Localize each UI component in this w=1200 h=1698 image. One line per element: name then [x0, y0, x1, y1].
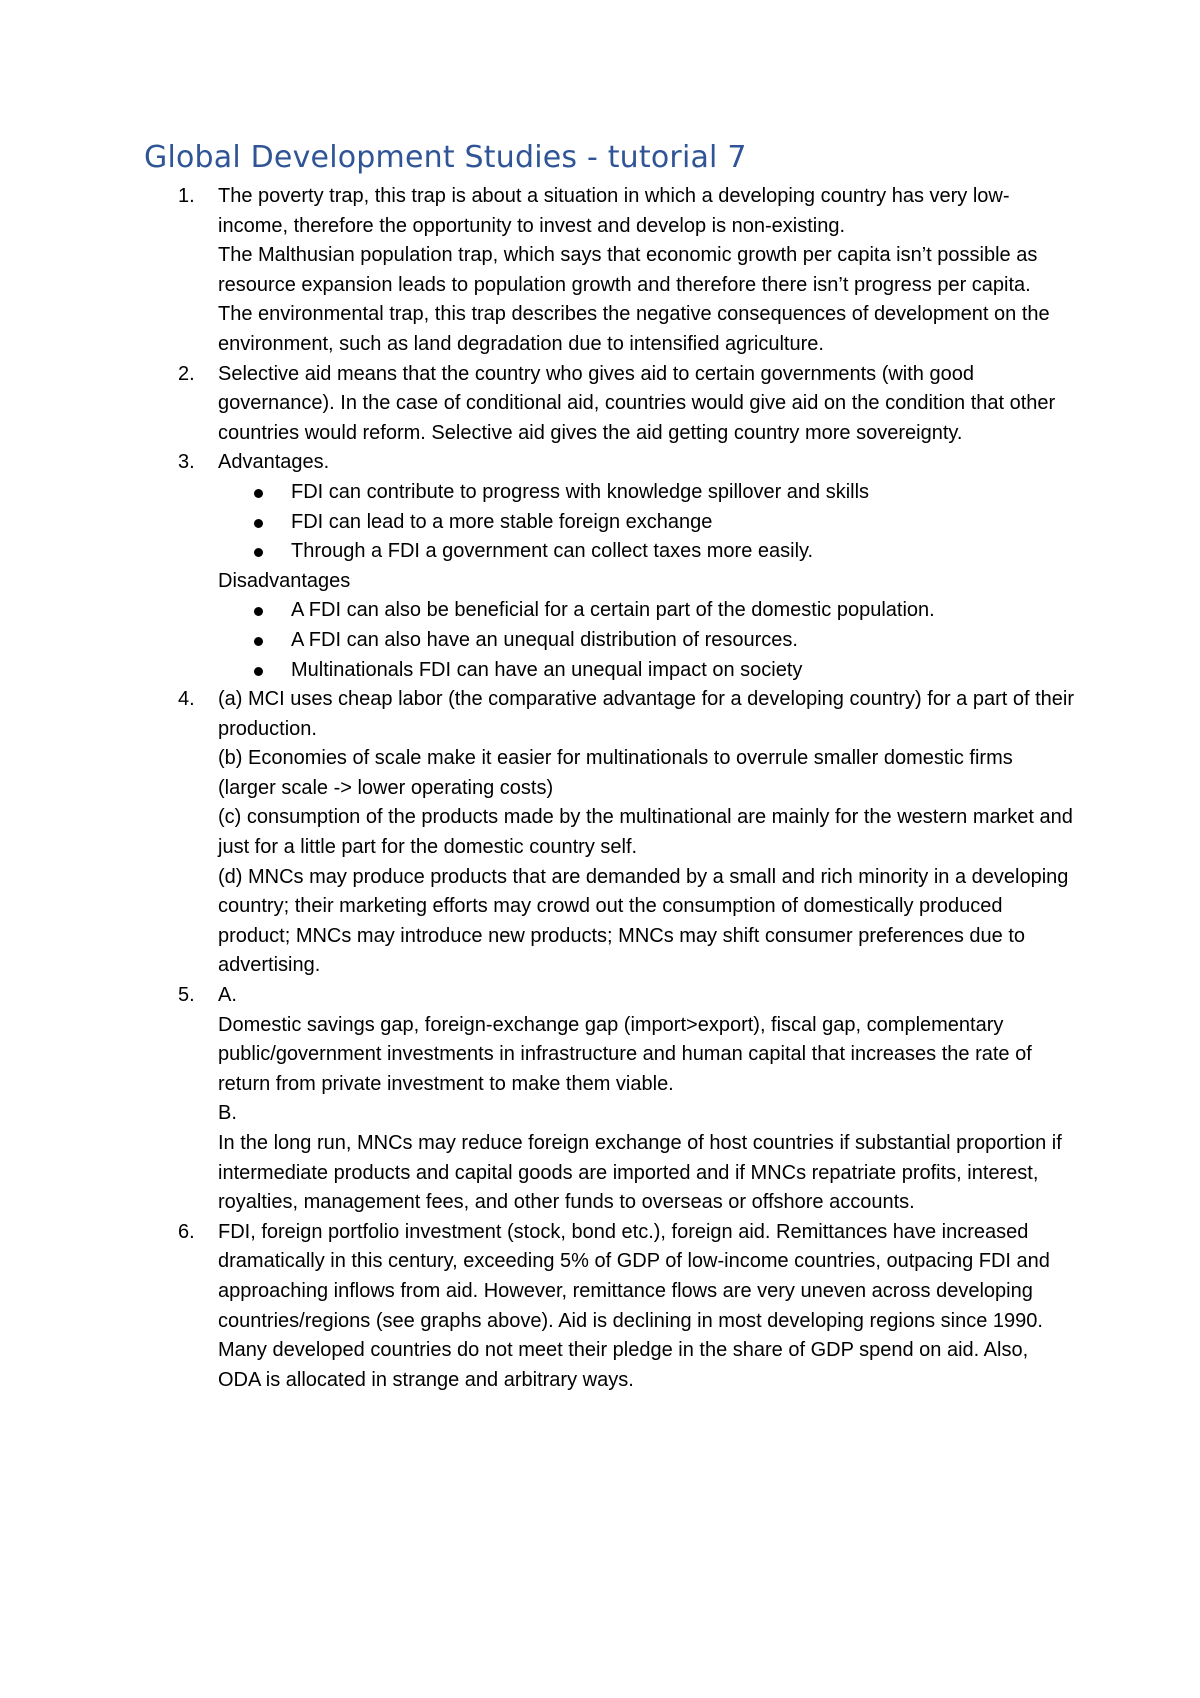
disadvantages-list: [218, 596, 1074, 685]
paragraph: B.: [218, 1102, 237, 1125]
bullet-item: [218, 537, 1074, 567]
advantages-label: Advantages.: [218, 451, 330, 474]
paragraph: (a) MCI uses cheap labor (the comparative advantage for a developing country) for a part of their production.: [218, 688, 1075, 740]
paragraph: Selective aid means that the country who gives aid to certain governments (with good governance). In the case of conditional aid, countries would give aid on the condition that other countries would reform. Selective aid gives the aid getting country more sovereignty.: [218, 362, 1056, 444]
item-number: 6.: [178, 1220, 195, 1243]
paragraph: In the long run, MNCs may reduce foreign exchange of host countries if substantial proportion if intermediate products and capital goods are imported and if MNCs repatriate profits, interest, royalties, management fees, and other funds to overseas or offshore accounts.: [218, 1132, 1062, 1214]
paragraph: A.: [218, 984, 237, 1007]
answer-list: [144, 182, 1074, 1395]
bullet-icon: [254, 548, 263, 557]
answer-item-6: [144, 1218, 1074, 1396]
answer-item-3: [144, 448, 1074, 685]
paragraph: The Malthusian population trap, which says that economic growth per capita isn’t possible as resource expansion leads to population growth and therefore there isn’t progress per capita.: [218, 244, 1038, 296]
bullet-item: [218, 508, 1074, 538]
bullet-icon: [254, 637, 263, 646]
bullet-text: Through a FDI a government can collect taxes more easily.: [291, 540, 814, 563]
paragraph: The environmental trap, this trap describes the negative consequences of development on the environment, such as land degradation due to intensified agriculture.: [218, 303, 1050, 355]
disadvantages-label: Disadvantages: [218, 569, 351, 592]
bullet-text: A FDI can also have an unequal distribution of resources.: [291, 628, 798, 651]
bullet-item: [218, 478, 1074, 508]
bullet-icon: [254, 667, 263, 676]
answer-item-4: [144, 685, 1074, 981]
paragraph: (b) Economies of scale make it easier for multinationals to overrule smaller domestic firms (larger scale -> lower operating costs): [218, 747, 1013, 799]
bullet-item: [218, 656, 1074, 686]
item-number: 4.: [178, 688, 195, 711]
paragraph: (c) consumption of the products made by the multinational are mainly for the western market and just for a little part for the domestic country self.: [218, 806, 1073, 859]
bullet-text: A FDI can also be beneficial for a certain part of the domestic population.: [291, 599, 935, 622]
item-number: 2.: [178, 362, 195, 385]
bullet-icon: [254, 607, 263, 616]
item-number: 3.: [178, 451, 195, 474]
bullet-text: FDI can contribute to progress with knowledge spillover and skills: [291, 480, 870, 503]
answer-item-5: [144, 981, 1074, 1218]
bullet-item: [218, 596, 1074, 626]
answer-item-2: [144, 360, 1074, 449]
page-title: Global Development Studies - tutorial 7: [144, 140, 747, 175]
item-number: 5.: [178, 984, 195, 1007]
paragraph: Domestic savings gap, foreign-exchange gap (import>export), fiscal gap, complementary public/government investments in infrastructure and human capital that increases the rate of return from private investment to make them viable.: [218, 1013, 1032, 1095]
bullet-icon: [254, 519, 263, 528]
bullet-text: Multinationals FDI can have an unequal impact on society: [291, 658, 803, 681]
bullet-item: [218, 626, 1074, 656]
bullet-text: FDI can lead to a more stable foreign exchange: [291, 510, 713, 533]
answer-item-1: [144, 182, 1074, 360]
paragraph: (d) MNCs may produce products that are demanded by a small and rich minority in a developing country; their marketing efforts may crowd out the consumption of domestically produced product; MNCs may introduce new products; MNCs may shift consumer preferences due to advertising.: [218, 865, 1069, 977]
paragraph: The poverty trap, this trap is about a situation in which a developing country has very low-income, therefore the opportunity to invest and develop is non-existing.: [218, 185, 1010, 237]
item-number: 1.: [178, 185, 195, 207]
advantages-list: [218, 478, 1074, 567]
bullet-icon: [254, 489, 263, 498]
paragraph: FDI, foreign portfolio investment (stock, bond etc.), foreign aid. Remittances have increased dramatically in this century, exceeding 5% of GDP of low-income countries, outpacing FDI and approaching inflows from aid. However, remittance flows are very uneven across developing countries/regions (see graphs above). Aid is declining in most developing regions since 1990. Many developed countries do not meet their pledge in the share of GDP spend on aid. Also, ODA is allocated in strange and arbitrary ways.: [218, 1220, 1050, 1391]
